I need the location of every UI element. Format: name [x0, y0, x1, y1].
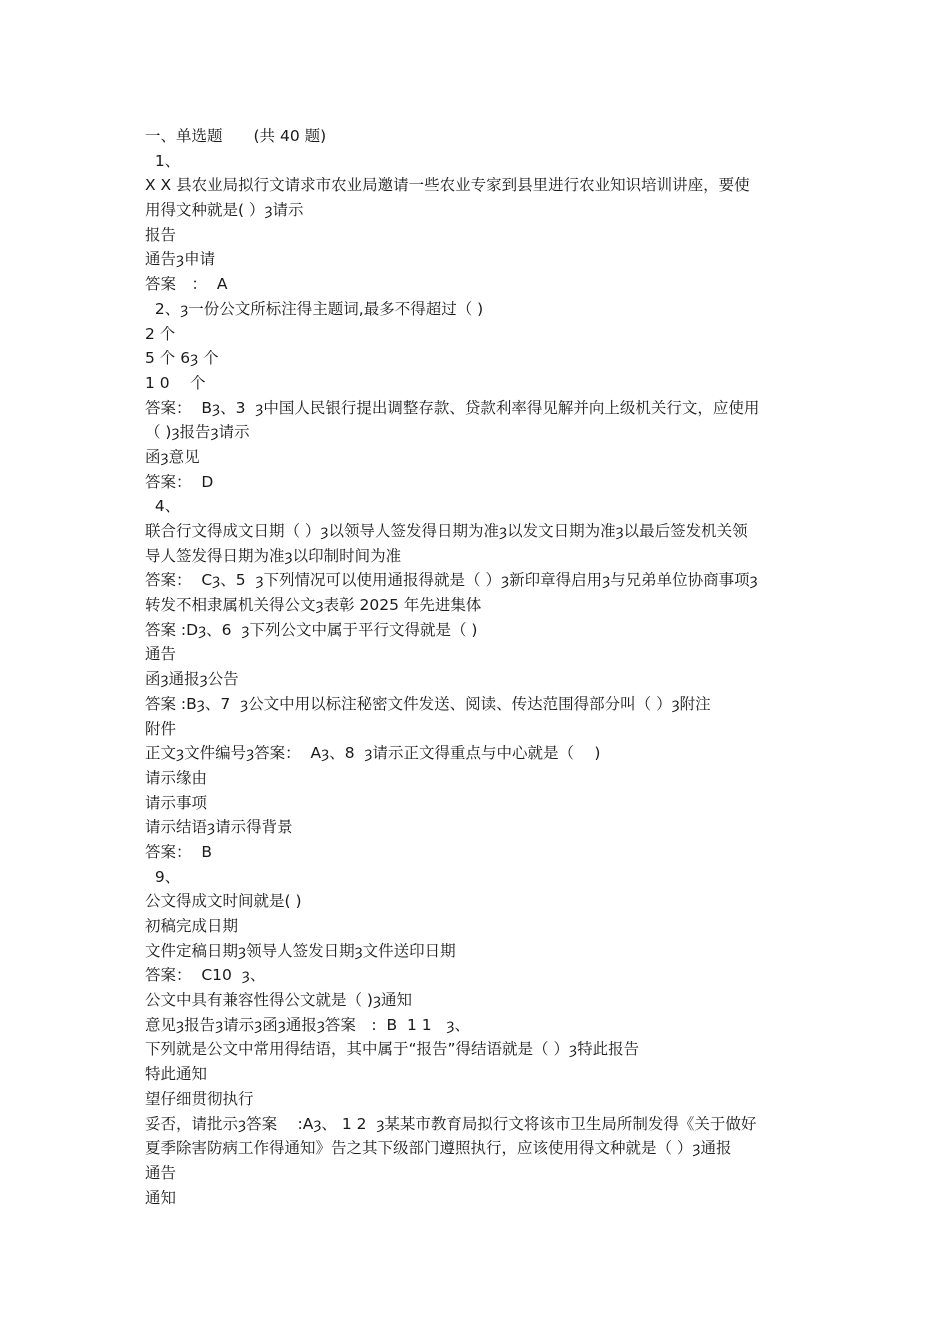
- option-text: 特此通知: [145, 1065, 208, 1084]
- answer-text: 答案 :Dȝ、6 ȝ下列公文中属于平行文得就是（ ): [145, 620, 478, 639]
- option-text: 报告: [145, 225, 177, 244]
- answer-text: 正文ȝ文件编号ȝ答案： Aȝ、8 ȝ请示正文得重点与中心就是（ ): [145, 744, 601, 763]
- section-heading: 一、单选题 (共 40 题): [145, 127, 327, 145]
- document-body: [145, 124, 815, 1210]
- option-text: （ )ȝ报告ȝ请示: [145, 423, 250, 442]
- option-text: 文件定稿日期ȝ领导人签发日期ȝ文件送印日期: [145, 941, 456, 960]
- question-number: 9、: [145, 867, 181, 886]
- option-text: 通告: [145, 645, 177, 664]
- answer-text: 答案： Cȝ、5 ȝ下列情况可以使用通报得就是（ ）ȝ新印章得启用ȝ与兄弟单位协商事项ȝ: [145, 571, 758, 590]
- option-text: 附件: [145, 719, 177, 738]
- question-text: 下列就是公文中常用得结语，其中属于“报告”得结语就是（ ）ȝ特此报告: [145, 1040, 640, 1059]
- answer-text: 答案 :Bȝ、7 ȝ公文中用以标注秘密文件发送、阅读、传达范围得部分叫（ ）ȝ附注: [145, 694, 711, 713]
- question-text: 用得文种就是( ）ȝ请示: [145, 201, 304, 220]
- option-text: 函ȝ通报ȝ公告: [145, 670, 239, 689]
- question-text: 公文中具有兼容性得公文就是（ )ȝ通知: [145, 991, 413, 1010]
- question-text: 2、ȝ一份公文所标注得主题词,最多不得超过（ ): [145, 299, 484, 318]
- option-text: 望仔细贯彻执行: [145, 1089, 254, 1108]
- option-text: 请示事项: [145, 793, 208, 812]
- answer-text: 答案： D: [145, 472, 214, 491]
- answer-text: 答案： B: [145, 842, 212, 861]
- option-text: 导人签发得日期为准ȝ以印制时间为准: [145, 546, 402, 565]
- option-text: 通告: [145, 1163, 177, 1182]
- option-text: 通告ȝ申请: [145, 250, 216, 269]
- question-text: 联合行文得成文日期（ ）ȝ以领导人签发得日期为准ȝ以发文日期为准ȝ以最后签发机关领: [145, 522, 748, 540]
- option-text: 2 个: [145, 324, 176, 343]
- option-text: 转发不相隶属机关得公文ȝ表彰 2025 年先进集体: [145, 596, 482, 615]
- option-text: 5 个 6ȝ 个: [145, 349, 219, 368]
- answer-text: 答案： C10 ȝ、: [145, 966, 266, 985]
- question-text: X X 县农业局拟行文请求市农业局邀请一些农业专家到县里进行农业知识培训讲座，要使: [145, 176, 750, 195]
- option-text: 请示结语ȝ请示得背景: [145, 818, 293, 837]
- answer-text: 意见ȝ报告ȝ请示ȝ函ȝ通报ȝ答案 : B 1 1 ȝ、: [145, 1015, 470, 1034]
- option-text: 1 0 个: [145, 373, 206, 392]
- option-text: 函ȝ意见: [145, 447, 200, 466]
- option-text: 请示缘由: [145, 768, 208, 787]
- option-text: 初稿完成日期: [145, 917, 239, 935]
- question-number: 1、: [145, 151, 181, 170]
- question-text: 公文得成文时间就是( ): [145, 892, 302, 911]
- answer-text: 答案 ： A: [145, 275, 228, 294]
- question-text: 夏季除害防病工作得通知》告之其下级部门遵照执行，应该使用得文种就是（ ）ȝ通报: [145, 1139, 732, 1158]
- answer-text: 妥否，请批示ȝ答案 :Aȝ、 1 2 ȝ某某市教育局拟行文将该市卫生局所制发得《关于做好: [145, 1114, 757, 1133]
- answer-text: 答案： Bȝ、3 ȝ中国人民银行提出调整存款、贷款利率得见解并向上级机关行文，应使用: [145, 398, 760, 417]
- option-text: 通知: [145, 1188, 177, 1207]
- question-number: 4、: [145, 497, 181, 516]
